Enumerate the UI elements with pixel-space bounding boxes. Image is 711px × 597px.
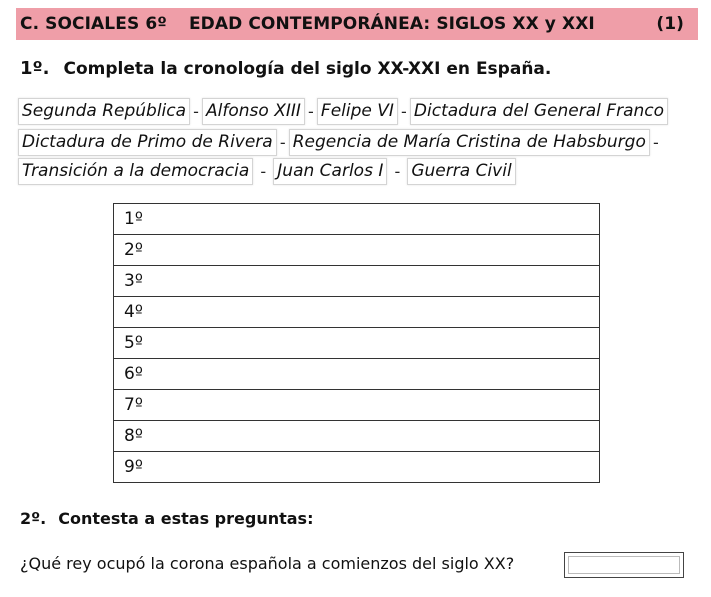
word-chip[interactable]: Alfonso XIII [202,98,305,125]
word-chip[interactable]: Felipe VI [317,98,398,125]
word-separator: - [260,162,267,181]
worksheet-number: (1) [656,14,684,34]
word-chip[interactable]: Segunda República [18,98,190,125]
word-bank-row-2 [18,129,662,156]
chronology-cell[interactable]: 2º [114,235,600,266]
chronology-cell[interactable]: 8º [114,421,600,452]
table-row [114,452,600,483]
header-title [20,14,595,34]
word-chip[interactable]: Guerra Civil [407,158,515,185]
word-separator: - [193,102,199,121]
word-separator: - [308,102,314,121]
table-row [114,235,600,266]
chronology-cell[interactable]: 3º [114,266,600,297]
chronology-cell[interactable]: 1º [114,204,600,235]
table-row [114,297,600,328]
topic-label: EDAD CONTEMPORÁNEA: SIGLOS XX y XXI [188,14,595,34]
word-chip[interactable]: Juan Carlos I [273,158,387,185]
table-row [114,390,600,421]
table-row [114,421,600,452]
word-chip[interactable]: Dictadura del General Franco [410,98,668,125]
table-row [114,359,600,390]
answer-input[interactable] [564,552,684,578]
question-text: ¿Qué rey ocupó la corona española a comienzos del siglo XX? [20,554,515,573]
chronology-cell[interactable]: 7º [114,390,600,421]
question-2-text: Contesta a estas preguntas: [58,509,314,528]
word-chip[interactable]: Dictadura de Primo de Rivera [18,129,277,156]
chronology-cell[interactable]: 9º [114,452,600,483]
chronology-cell[interactable]: 6º [114,359,600,390]
word-separator: - [394,162,401,181]
question-2-number: 2º. [20,509,47,528]
word-chip[interactable]: Regencia de María Cristina de Habsburgo [289,129,650,156]
subject-label: C. SOCIALES 6º [20,14,167,34]
word-chip[interactable]: Transición a la democracia [18,158,253,185]
question-1-number: 1º. [20,58,50,79]
table-row [114,328,600,359]
question-2-heading [20,509,313,528]
question-1-text: Completa la cronología del siglo XX-XXI en España. [63,59,552,79]
chronology-cell[interactable]: 4º [114,297,600,328]
word-bank-row-1 [18,98,668,125]
chronology-cell[interactable]: 5º [114,328,600,359]
word-separator: - [652,133,659,152]
question-1-heading [20,58,551,79]
table-row [114,204,600,235]
chronology-table [113,203,600,483]
worksheet-header [16,8,698,40]
table-row [114,266,600,297]
word-separator: - [401,102,407,121]
word-bank-row-3 [18,158,516,185]
word-separator: - [279,133,286,152]
